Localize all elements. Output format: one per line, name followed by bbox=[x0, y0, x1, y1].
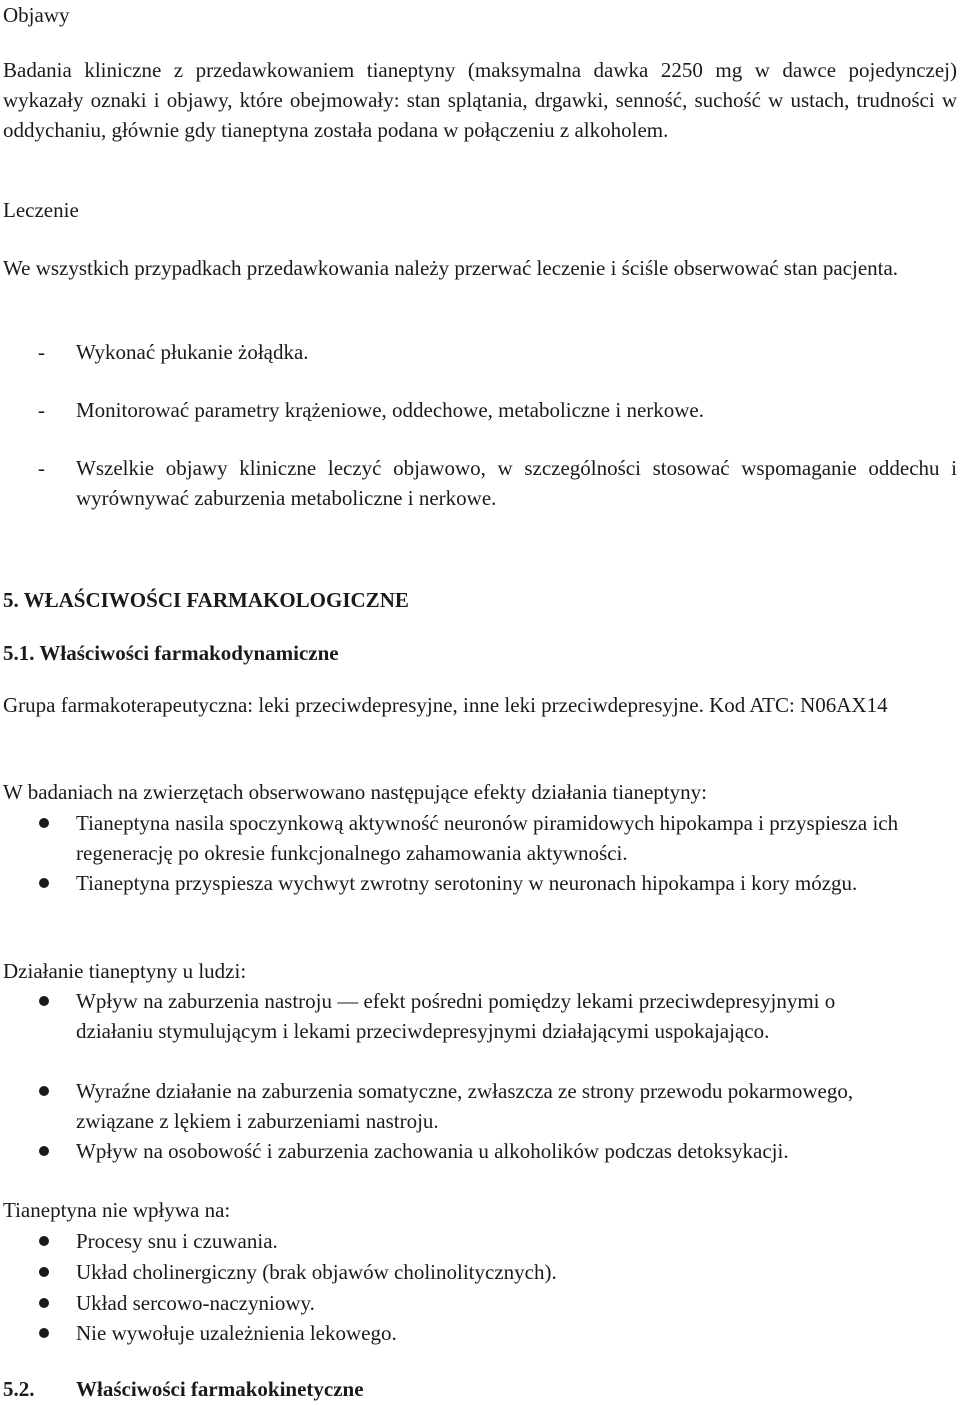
list-item bbox=[3, 1288, 957, 1318]
list-item bbox=[3, 808, 957, 868]
bullet-icon bbox=[39, 1328, 49, 1338]
section-5-2-heading bbox=[3, 1374, 957, 1404]
list-item-text: Wpływ na zaburzenia nastroju — efekt pośredni pomiędzy lekami przeciwdepresyjnymi o działaniu stymulującym i lekami przeciwdepresyjnymi działającymi uspokajająco. bbox=[76, 989, 836, 1043]
list-item bbox=[3, 868, 883, 898]
bullet-icon bbox=[39, 1267, 49, 1277]
leczenie-step-text: Wszelkie objawy kliniczne leczyć objawowo, w szczególności stosować wspomaganie oddechu i wyrównywać zaburzenia metaboliczne i nerkowe. bbox=[76, 456, 957, 510]
list-item bbox=[3, 1136, 957, 1166]
list-item-text: Nie wywołuje uzależnienia lekowego. bbox=[76, 1321, 397, 1345]
section-number: 5.2. bbox=[3, 1377, 35, 1401]
leczenie-paragraph: We wszystkich przypadkach przedawkowania należy przerwać leczenie i ściśle obserwować stan pacjenta. bbox=[3, 256, 899, 280]
bullet-icon bbox=[39, 996, 49, 1006]
dash-marker: - bbox=[38, 398, 45, 422]
leczenie-step bbox=[3, 337, 957, 367]
leczenie-step-text: Monitorować parametry krążeniowe, oddechowe, metaboliczne i nerkowe. bbox=[76, 398, 704, 422]
bullet-icon bbox=[39, 818, 49, 828]
list-item-text: Wyraźne działanie na zaburzenia somatyczne, zwłaszcza ze strony przewodu pokarmowego, związane z lękiem i zaburzeniami nastroju. bbox=[76, 1079, 854, 1133]
list-item bbox=[3, 1076, 883, 1136]
section-5-title: 5. WŁAŚCIWOŚCI FARMAKOLOGICZNE bbox=[3, 588, 409, 612]
human-intro: Działanie tianeptyny u ludzi: bbox=[3, 959, 247, 983]
leczenie-step bbox=[3, 395, 957, 425]
section-title: Właściwości farmakodynamiczne bbox=[39, 641, 339, 665]
list-item-text: Układ sercowo-naczyniowy. bbox=[76, 1291, 315, 1315]
list-item bbox=[3, 1257, 957, 1287]
list-item-text: Układ cholinergiczny (brak objawów cholinolitycznych). bbox=[76, 1260, 557, 1284]
dash-marker: - bbox=[38, 340, 45, 364]
leczenie-step bbox=[3, 453, 957, 513]
no-effect-intro: Tianeptyna nie wpływa na: bbox=[3, 1198, 231, 1222]
bullet-icon bbox=[39, 1298, 49, 1308]
bullet-icon bbox=[39, 1146, 49, 1156]
list-item bbox=[3, 986, 903, 1046]
objawy-heading: Objawy bbox=[3, 3, 70, 27]
grupa-paragraph: Grupa farmakoterapeutyczna: leki przeciwdepresyjne, inne leki przeciwdepresyjne. Kod ATC: N06AX14 bbox=[3, 693, 888, 717]
leczenie-heading: Leczenie bbox=[3, 198, 79, 222]
section-title: Właściwości farmakokinetyczne bbox=[76, 1377, 364, 1401]
list-item-text: Wpływ na osobowość i zaburzenia zachowania u alkoholików podczas detoksykacji. bbox=[76, 1139, 789, 1163]
section-number: 5.1. bbox=[3, 641, 35, 665]
list-item bbox=[3, 1226, 957, 1256]
bullet-icon bbox=[39, 1236, 49, 1246]
list-item-text: Tianeptyna przyspiesza wychwyt zwrotny serotoniny w neuronach hipokampa i kory mózgu. bbox=[76, 871, 858, 895]
objawy-paragraph: Badania kliniczne z przedawkowaniem tianeptyny (maksymalna dawka 2250 mg w dawce pojedynczej) wykazały oznaki i objawy, które obejmowały: stan splątania, drgawki, senność, suchość w ustach, trudności w oddychaniu, głównie gdy tianeptyna została podana w połączeniu z alkoholem. bbox=[3, 58, 957, 142]
bullet-icon bbox=[39, 1086, 49, 1096]
section-5-1-heading bbox=[3, 638, 957, 668]
leczenie-step-text: Wykonać płukanie żołądka. bbox=[76, 340, 309, 364]
dash-marker: - bbox=[38, 456, 45, 480]
list-item bbox=[3, 1318, 957, 1348]
animal-intro: W badaniach na zwierzętach obserwowano następujące efekty działania tianeptyny: bbox=[3, 780, 707, 804]
list-item-text: Tianeptyna nasila spoczynkową aktywność neuronów piramidowych hipokampa i przyspiesza ich regenerację po okresie funkcjonalnego zahamowania aktywności. bbox=[76, 811, 899, 865]
bullet-icon bbox=[39, 878, 49, 888]
list-item-text: Procesy snu i czuwania. bbox=[76, 1229, 278, 1253]
